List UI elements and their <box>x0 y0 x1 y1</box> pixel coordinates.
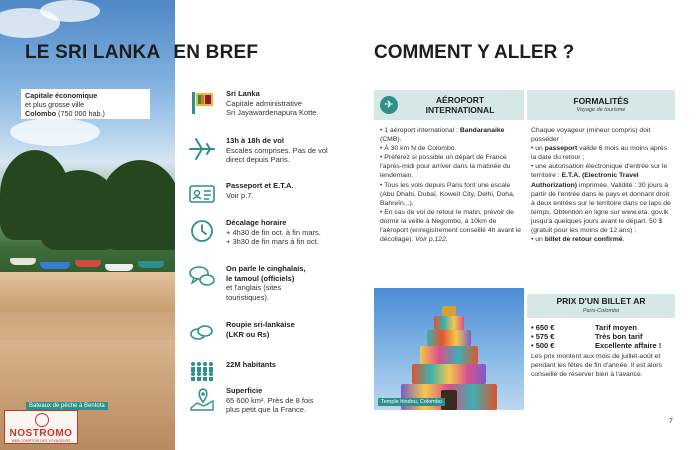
text-run: Chaque voyageur (mineur compris) doit posséder : <box>531 127 651 144</box>
text-bold: Bandaranaike <box>459 127 505 134</box>
airplane-icon <box>188 136 216 162</box>
text-run: • À 30 km N de Colombo. <box>380 145 457 153</box>
text-run: • Préférez si possible un départ de France l'après-midi pour arriver dans la matinée du lendemain. <box>380 154 511 180</box>
airport-heading <box>400 96 520 115</box>
airport-heading-line2: INTERNATIONAL <box>425 104 495 115</box>
text-italic: Voir p.122. <box>415 236 448 244</box>
fact-heading: Sri Lanka <box>226 89 260 98</box>
fact-heading: Roupie sri-lankaise <box>226 320 295 329</box>
fact-heading: On parle le cinghalais, <box>226 264 306 273</box>
passport-icon <box>188 181 216 207</box>
speech-bubbles-icon <box>188 264 216 290</box>
text-run: • En cas de vol de retour le matin, prévoir de dormir la veille à Negombo, à 10km de l'aéroport (enregistrement conseillé 4h avant le décollage). <box>380 208 522 244</box>
fact-line: et l'anglais (sites <box>226 283 282 292</box>
price-label: Très bon tarif <box>595 332 643 341</box>
fact-line: touristiques). <box>226 292 269 302</box>
airport-paragraph <box>380 181 522 208</box>
temple-caption: Temple hindou, Colombo <box>378 398 445 406</box>
fact-line: direct depuis Paris. <box>226 155 290 164</box>
text-run: • une autorisation électronique d'entrée sur le territoire : <box>531 163 668 180</box>
fact-line: + 4h30 de fin oct. à fin mars. <box>226 227 321 237</box>
fact-heading: 13h à 18h de vol <box>226 136 284 145</box>
page-number: 7 <box>669 418 673 425</box>
airport-paragraph <box>380 144 522 153</box>
econ-city: Colombo <box>25 109 57 118</box>
formalities-heading: FORMALITÉS <box>573 96 629 106</box>
text-run: • un <box>531 145 545 153</box>
airplane-icon: ✈ <box>380 96 398 114</box>
fact-heading: le tamoul (officiels) <box>226 273 295 283</box>
text-run: imprimée. Validité : 30 jours à partir de l'entrée dans le pays et donnant droit à deux entrées sur le territoire dans ce laps de temps. Obtention en ligne sur www.eta. gov.lk jusqu'à quelques jours avant le départ. 50 $ (gratuit pour les moins de 12 ans) ; <box>531 181 671 235</box>
text-run: • un <box>531 236 545 244</box>
price-heading: PRIX D'UN BILLET AR <box>556 296 646 306</box>
text-bold: passeport <box>544 145 578 153</box>
price-header <box>527 294 675 318</box>
logo-tagline: WEB COMPTOIR DES VOYAGEURS <box>11 439 71 443</box>
fact-line: 65 600 km². Près de 8 fois <box>226 395 314 405</box>
clock-icon <box>188 218 216 244</box>
text-bold: billet de retour confirmé <box>544 236 623 244</box>
econ-pop: (750 000 hab.) <box>56 109 105 118</box>
text-run: (CMB). <box>380 136 402 144</box>
airport-heading-line1: AÉROPORT <box>435 95 485 105</box>
title-part2: EN BREF <box>173 42 259 63</box>
airport-header <box>374 90 524 120</box>
temple-photo <box>374 288 524 410</box>
photo-caption: Bateaux de pêche à Bentota <box>26 402 108 410</box>
page-title-right: COMMENT Y ALLER ? <box>374 42 575 63</box>
fact-line: plus petit que la France. <box>226 405 307 414</box>
fact-heading: (LKR ou Rs) <box>226 329 270 339</box>
title-part1: LE SRI LANKA <box>25 42 161 63</box>
people-icon <box>188 357 216 383</box>
page-title-left <box>25 42 258 64</box>
economic-capital-caption <box>21 89 150 119</box>
airport-text <box>380 126 522 244</box>
econ-heading: Capitale économique <box>25 91 98 100</box>
text-bold: E.T.A. (Electronic Travel Authorization) <box>531 172 639 189</box>
price-amount: • 500 € <box>531 341 555 350</box>
econ-line2: et plus grosse ville <box>25 100 85 109</box>
airport-paragraph <box>380 126 522 144</box>
text-run: valide 6 mois au moins après la date du retour ; <box>531 145 668 162</box>
price-amount: • 575 € <box>531 332 555 341</box>
formalities-paragraph <box>531 144 673 162</box>
price-note: Les prix montent aux mois de juillet-août et pendant les fêtes de fin d'année. Il est alors conseillé de réserver bien à l'avance. <box>531 353 662 379</box>
airport-paragraph <box>380 153 522 180</box>
fact-heading: Superficie <box>226 386 263 395</box>
fact-line: Sri Jayawardenapura Kotte. <box>226 108 319 117</box>
price-label: Tarif moyen <box>595 323 637 332</box>
text-run: • 1 aéroport international : <box>380 127 460 134</box>
nostromo-logo <box>4 410 78 444</box>
beach-photo <box>0 0 175 450</box>
fact-line: Voir p.7. <box>226 190 254 200</box>
fact-heading: Décalage horaire <box>226 218 287 227</box>
formalities-subheading: Voyage de tourisme <box>576 107 626 113</box>
price-amount: • 650 € <box>531 323 555 332</box>
price-label: Excellente affaire ! <box>595 341 662 350</box>
formalities-paragraph <box>531 126 673 144</box>
formalities-paragraph <box>531 235 673 244</box>
text-run: • Tous les vols depuis Paris font une escale (Abu Dhabi, Dubaï, Koweït City, Delhi, Doha, Bahreïn...). <box>380 181 515 207</box>
fact-line: + 3h30 de fin mars à fin oct. <box>226 237 319 246</box>
fact-line: Capitale administrative <box>226 98 302 108</box>
price-subheading: Paris-Colombo <box>582 308 620 314</box>
logo-seal-icon <box>35 413 49 427</box>
flag-icon <box>188 89 216 115</box>
fact-heading: Passeport et E.T.A. <box>226 181 294 190</box>
logo-name: NOSTROMO <box>9 428 73 439</box>
fact-heading: 22M habitants <box>226 360 277 369</box>
formalities-header <box>527 90 675 120</box>
formalities-text <box>531 126 673 244</box>
fact-line: Escales comprises. Pas de vol <box>226 145 328 155</box>
map-pin-icon <box>188 386 216 412</box>
coins-icon <box>188 320 216 346</box>
airport-paragraph <box>380 208 522 244</box>
formalities-paragraph <box>531 162 673 235</box>
text-run: . <box>622 236 625 244</box>
